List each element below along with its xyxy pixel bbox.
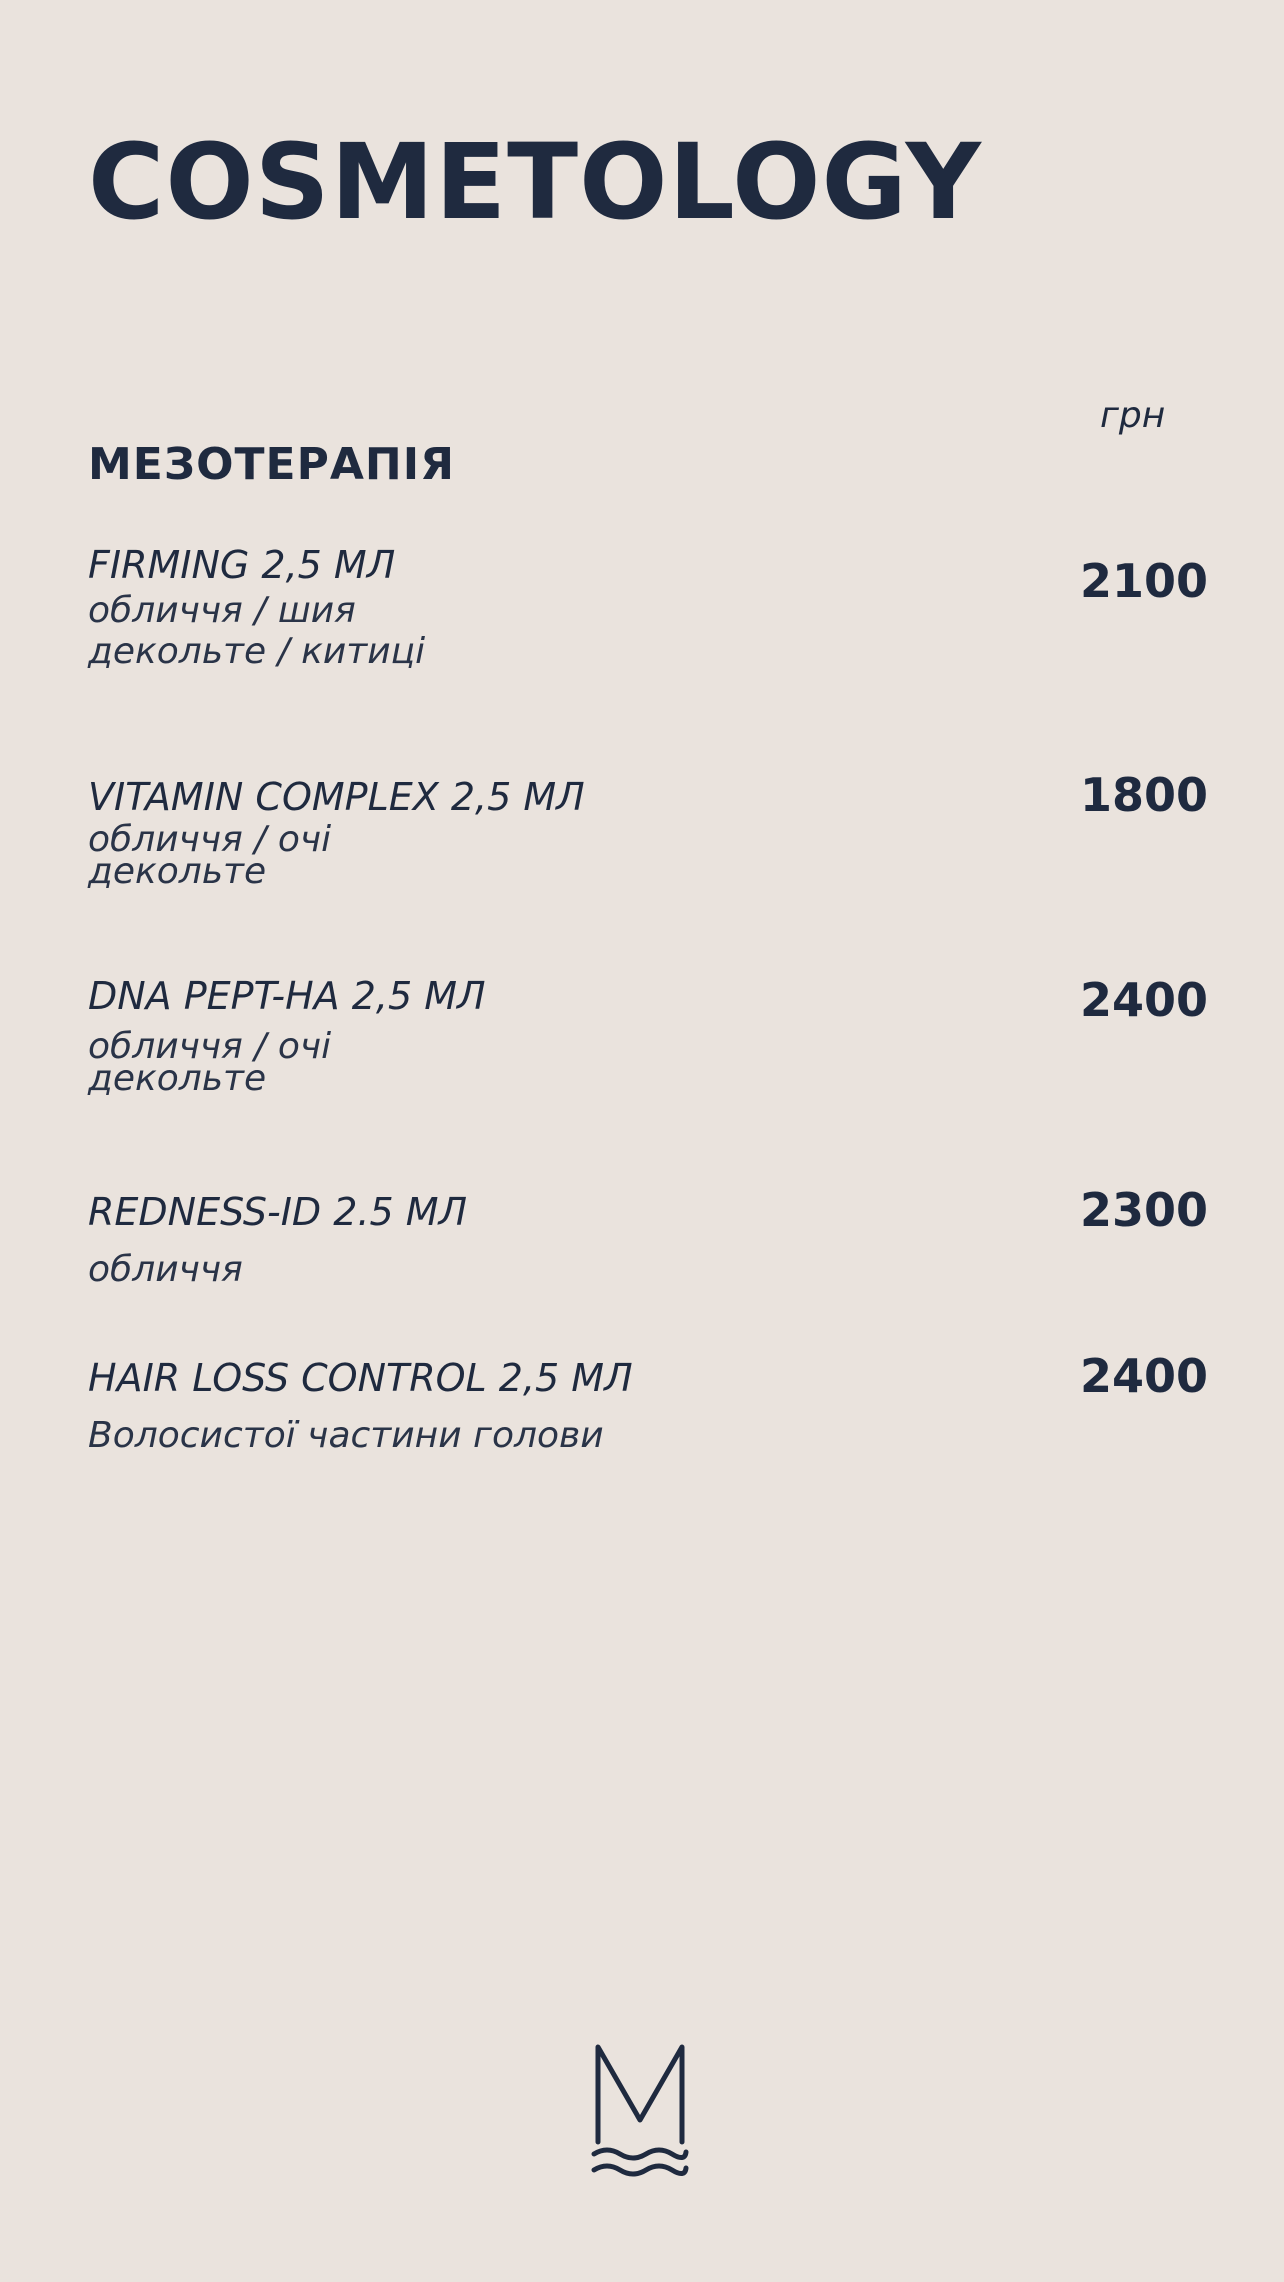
- list-item-hair-loss-control: [88, 1349, 1208, 1456]
- item-price: 2400: [1079, 1349, 1208, 1403]
- list-item-redness-id: [88, 1183, 1208, 1290]
- item-name: VITAMIN COMPLEX 2,5 МЛ: [88, 775, 585, 819]
- item-description-line: декольте: [88, 851, 267, 893]
- item-description: [88, 819, 1208, 893]
- item-name: FIRMING 2,5 МЛ: [88, 543, 396, 587]
- item-description: [88, 1251, 1208, 1289]
- m-wave-logo-icon: [590, 2042, 690, 2182]
- item-description-line: обличчя / очі: [88, 819, 332, 860]
- list-item-dna-pept-ha: [88, 973, 1208, 1100]
- section-title: МЕЗОТЕРАПІЯ: [88, 439, 455, 490]
- item-description-line: декольте / китиці: [88, 630, 426, 672]
- item-description: [88, 1026, 1208, 1100]
- item-price: 2100: [1079, 554, 1208, 608]
- list-item-vitamin-complex: [88, 768, 1208, 893]
- item-name: REDNESS-ID 2.5 МЛ: [88, 1190, 468, 1234]
- item-name: DNA PEPT-HA 2,5 МЛ: [88, 974, 486, 1018]
- item-description-line: обличчя / шия: [88, 590, 356, 631]
- item-description: [88, 1417, 1208, 1455]
- item-price: 2300: [1079, 1183, 1208, 1237]
- item-description: [88, 592, 1208, 671]
- item-price: 1800: [1079, 768, 1208, 822]
- page-title: COSMETOLOGY: [88, 121, 982, 243]
- item-description-line: Волосистої частини голови: [88, 1415, 604, 1456]
- item-price: 2400: [1079, 973, 1208, 1027]
- item-description-line: обличчя: [88, 1249, 243, 1290]
- item-description-line: обличчя / очі: [88, 1026, 332, 1067]
- item-description-line: декольте: [88, 1058, 267, 1100]
- list-item-firming: [88, 543, 1208, 672]
- item-name: HAIR LOSS CONTROL 2,5 МЛ: [88, 1356, 633, 1400]
- currency-label: грн: [1100, 395, 1166, 436]
